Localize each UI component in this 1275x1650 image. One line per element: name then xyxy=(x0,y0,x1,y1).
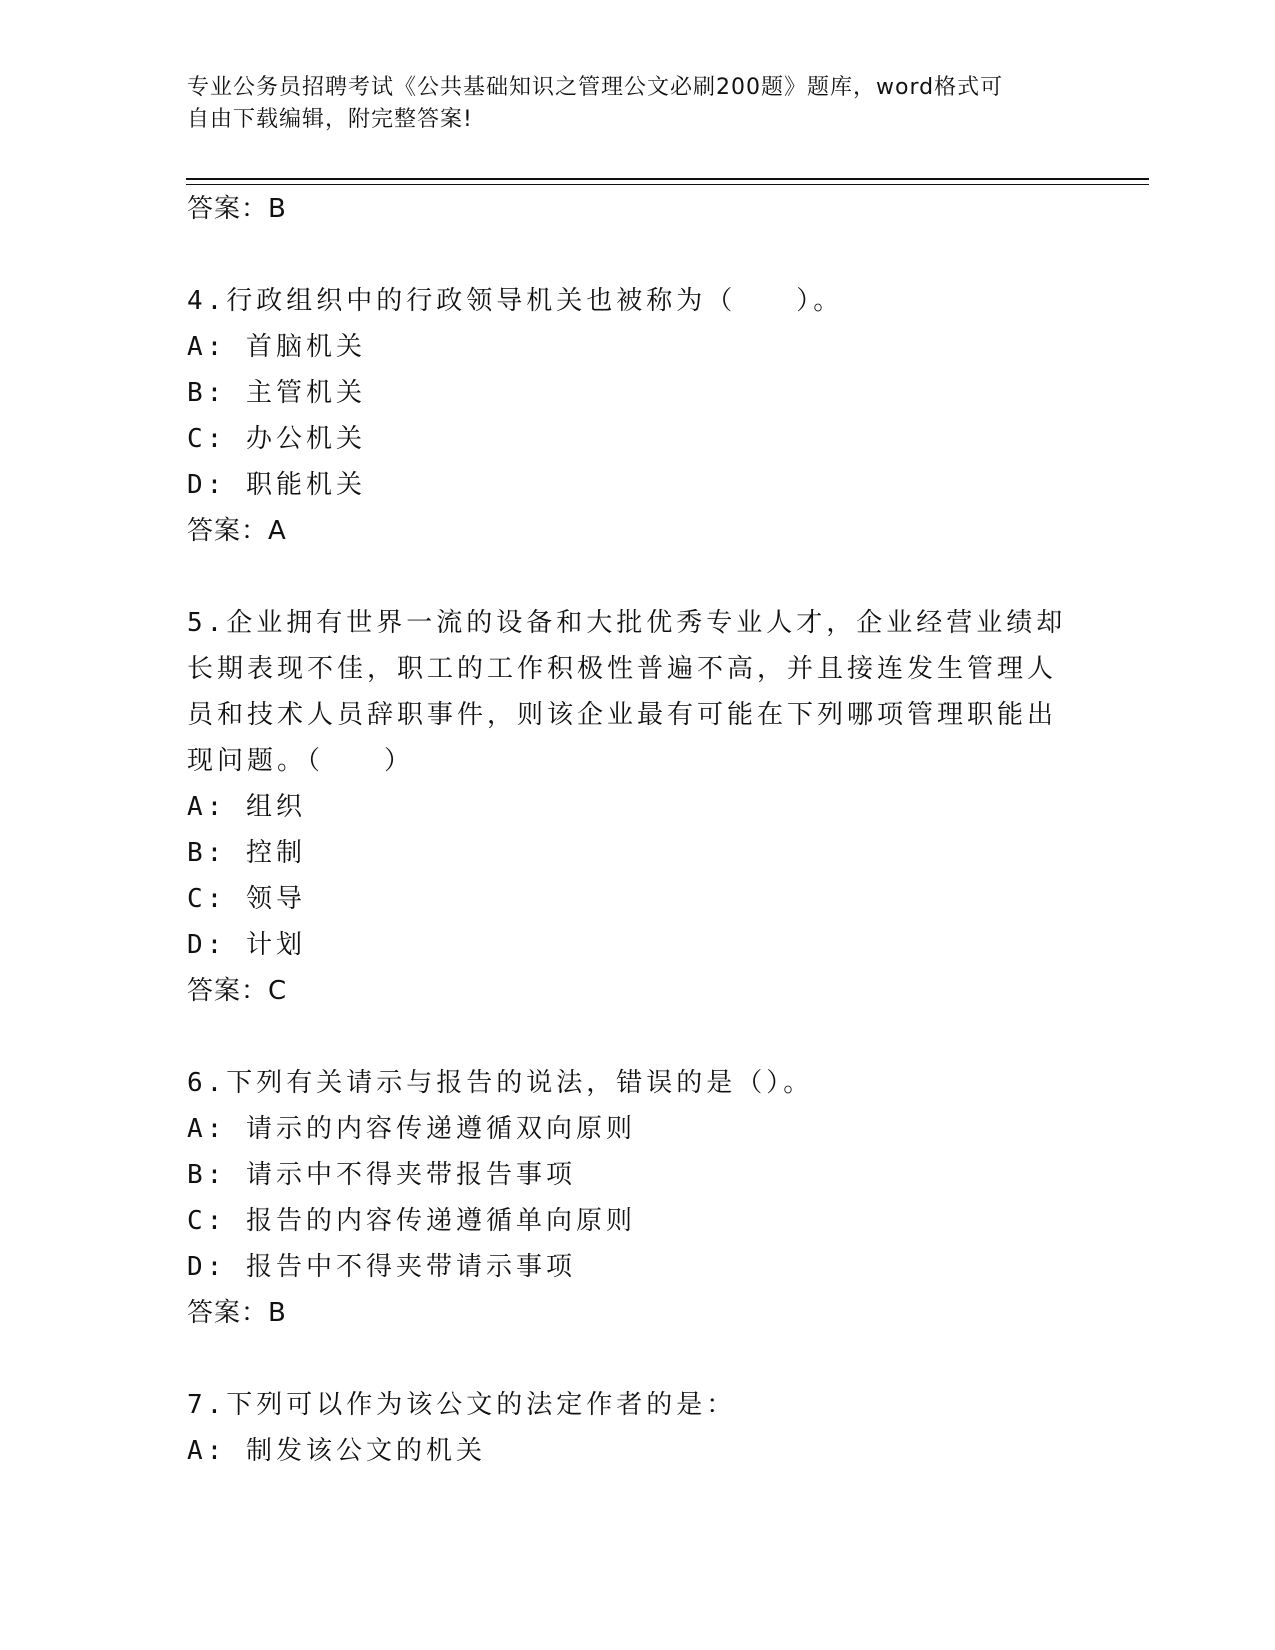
question-5 xyxy=(187,600,1067,1014)
option-c: C: 领导 xyxy=(187,884,306,914)
question-stem: 4.行政组织中的行政领导机关也被称为（ ）。 xyxy=(187,286,844,316)
question-stem: 5.企业拥有世界一流的设备和大批优秀专业人才，企业经营业绩却长期表现不佳，职工的工作积极性普遍不高，并且接连发生管理人员和技术人员辞职事件，则该企业最有可能在下列哪项管理职能出现问题。（ ） xyxy=(187,608,1067,776)
option-b: B: 请示中不得夹带报告事项 xyxy=(187,1160,576,1190)
option-a: A: 请示的内容传递遵循双向原则 xyxy=(187,1114,636,1144)
answer: 答案：A xyxy=(187,516,287,546)
header-divider-thin xyxy=(186,184,1149,185)
previous-answer: 答案：B xyxy=(187,194,287,224)
option-d: D: 报告中不得夹带请示事项 xyxy=(187,1252,576,1282)
option-a: A: 首脑机关 xyxy=(187,332,366,362)
question-4 xyxy=(187,278,1067,554)
option-a: A: 制发该公文的机关 xyxy=(187,1436,486,1466)
question-list xyxy=(187,186,1067,1474)
header-line-2: 自由下载编辑，附完整答案! xyxy=(187,107,473,132)
question-stem: 6.下列有关请示与报告的说法，错误的是（）。 xyxy=(187,1068,814,1098)
option-b: B: 主管机关 xyxy=(187,378,366,408)
question-6 xyxy=(187,1060,1067,1336)
page-header xyxy=(187,72,1067,136)
question-7 xyxy=(187,1382,1067,1474)
option-b: B: 控制 xyxy=(187,838,306,868)
option-c: C: 办公机关 xyxy=(187,424,366,454)
option-d: D: 计划 xyxy=(187,930,306,960)
answer: 答案：B xyxy=(187,1298,287,1328)
answer: 答案：C xyxy=(187,976,288,1006)
question-stem: 7.下列可以作为该公文的法定作者的是： xyxy=(187,1390,737,1420)
option-c: C: 报告的内容传递遵循单向原则 xyxy=(187,1206,636,1236)
header-line-1: 专业公务员招聘考试《公共基础知识之管理公文必刷200题》题库，word格式可 xyxy=(187,75,1004,100)
option-d: D: 职能机关 xyxy=(187,470,366,500)
option-a: A: 组织 xyxy=(187,792,306,822)
header-divider xyxy=(186,178,1149,180)
